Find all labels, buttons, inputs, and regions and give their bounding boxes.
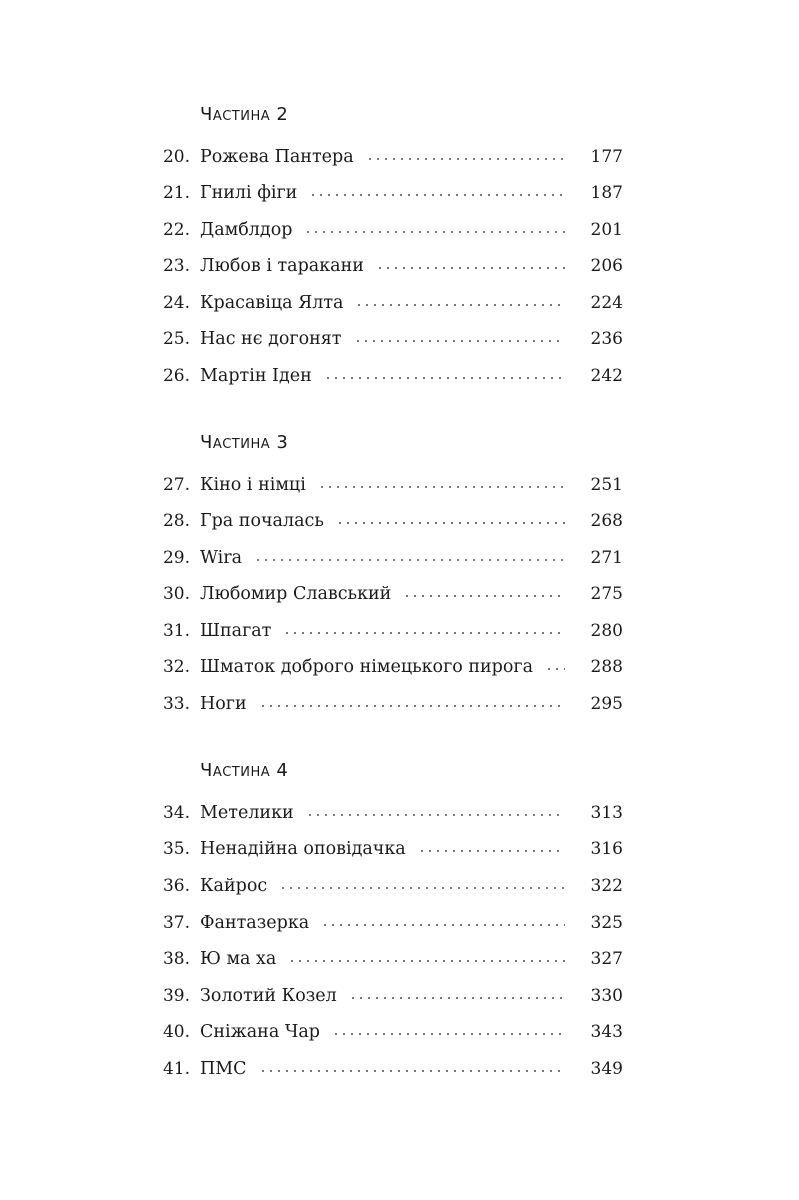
dot-leader <box>366 158 565 160</box>
chapter-number: 37. <box>162 913 190 933</box>
dot-leader <box>259 1070 565 1072</box>
chapter-number: 28. <box>162 511 190 531</box>
page-number: 313 <box>590 803 623 823</box>
page-number: 268 <box>590 511 623 531</box>
toc-entry[interactable] <box>0 871 799 901</box>
page-number: 295 <box>590 694 623 714</box>
chapter-number: 32. <box>162 657 190 677</box>
chapter-number: 38. <box>162 949 190 969</box>
dot-leader <box>259 705 565 707</box>
chapter-number: 34. <box>162 803 190 823</box>
chapter-title: Шпагат <box>200 621 272 641</box>
toc-entry[interactable] <box>0 142 799 172</box>
page-number: 236 <box>590 329 623 349</box>
toc-entry[interactable] <box>0 689 799 719</box>
page-number: 327 <box>590 949 623 969</box>
toc-entry[interactable] <box>0 834 799 864</box>
toc-entry[interactable] <box>0 215 799 245</box>
page-number: 271 <box>590 548 623 568</box>
chapter-number: 30. <box>162 584 190 604</box>
page-number: 177 <box>590 147 623 167</box>
dot-leader <box>354 340 566 342</box>
dot-leader <box>304 231 565 233</box>
page-number: 224 <box>590 293 623 313</box>
dot-leader <box>332 1033 565 1035</box>
chapter-title: Нас нє догонят <box>200 329 342 349</box>
page-number: 349 <box>590 1059 623 1079</box>
dot-leader <box>283 632 565 634</box>
toc-entry[interactable] <box>0 543 799 573</box>
chapter-number: 22. <box>162 220 190 240</box>
chapter-number: 36. <box>162 876 190 896</box>
page-number: 325 <box>590 913 623 933</box>
chapter-number: 31. <box>162 621 190 641</box>
page-number: 275 <box>590 584 623 604</box>
toc-entry[interactable] <box>0 324 799 354</box>
dot-leader <box>324 377 565 379</box>
dot-leader <box>306 814 565 816</box>
chapter-title: Кіно і німці <box>200 475 306 495</box>
chapter-title: Рожева Пантера <box>200 147 354 167</box>
chapter-title: Wira <box>200 548 243 568</box>
chapter-title: Метелики <box>200 803 294 823</box>
chapter-title: Золотий Козел <box>200 986 337 1006</box>
toc-entry[interactable] <box>0 506 799 536</box>
chapter-title: Фантазерка <box>200 913 310 933</box>
chapter-title: ПМС <box>200 1059 247 1079</box>
toc-entry[interactable] <box>0 1054 799 1084</box>
section-heading: Частина 4 <box>200 760 289 781</box>
page-number: 280 <box>590 621 623 641</box>
page-number: 251 <box>590 475 623 495</box>
chapter-title: Любов і таракани <box>200 256 364 276</box>
chapter-title: Мартін Іден <box>200 366 312 386</box>
chapter-number: 41. <box>162 1059 190 1079</box>
chapter-title: Ю ма ха <box>200 949 277 969</box>
toc-entry[interactable] <box>0 361 799 391</box>
section-heading: Частина 2 <box>200 104 289 125</box>
page-number: 330 <box>590 986 623 1006</box>
dot-leader <box>355 304 565 306</box>
toc-entry[interactable] <box>0 908 799 938</box>
toc-entry[interactable] <box>0 981 799 1011</box>
chapter-number: 26. <box>162 366 190 386</box>
dot-leader <box>321 924 565 926</box>
chapter-number: 23. <box>162 256 190 276</box>
chapter-number: 20. <box>162 147 190 167</box>
toc-entry[interactable] <box>0 798 799 828</box>
page-number: 322 <box>590 876 623 896</box>
dot-leader <box>279 887 565 889</box>
dot-leader <box>376 267 565 269</box>
dot-leader <box>403 595 565 597</box>
toc-entry[interactable] <box>0 251 799 281</box>
dot-leader <box>336 522 565 524</box>
section-heading: Частина 3 <box>200 432 289 453</box>
toc-entry[interactable] <box>0 1017 799 1047</box>
chapter-number: 24. <box>162 293 190 313</box>
chapter-number: 21. <box>162 183 190 203</box>
chapter-number: 40. <box>162 1022 190 1042</box>
chapter-title: Сніжана Чар <box>200 1022 321 1042</box>
toc-entry[interactable] <box>0 652 799 682</box>
chapter-title: Красавіца Ялта <box>200 293 344 313</box>
chapter-number: 25. <box>162 329 190 349</box>
toc-entry[interactable] <box>0 616 799 646</box>
chapter-title: Дамблдор <box>200 220 293 240</box>
chapter-number: 33. <box>162 694 190 714</box>
dot-leader <box>318 486 565 488</box>
dot-leader <box>349 997 565 999</box>
page-number: 201 <box>590 220 623 240</box>
dot-leader <box>254 559 565 561</box>
chapter-number: 39. <box>162 986 190 1006</box>
chapter-title: Ноги <box>200 694 247 714</box>
page-number: 316 <box>590 839 623 859</box>
toc-entry[interactable] <box>0 288 799 318</box>
dot-leader <box>309 194 565 196</box>
chapter-number: 29. <box>162 548 190 568</box>
toc-entry[interactable] <box>0 579 799 609</box>
dot-leader <box>545 668 565 670</box>
chapter-title: Гнилі фіги <box>200 183 298 203</box>
toc-entry[interactable] <box>0 178 799 208</box>
page-number: 343 <box>590 1022 623 1042</box>
dot-leader <box>288 960 565 962</box>
toc-entry[interactable] <box>0 470 799 500</box>
toc-entry[interactable] <box>0 944 799 974</box>
page-number: 206 <box>590 256 623 276</box>
chapter-title: Гра почалась <box>200 511 324 531</box>
chapter-number: 27. <box>162 475 190 495</box>
page-number: 242 <box>590 366 623 386</box>
chapter-number: 35. <box>162 839 190 859</box>
page-number: 187 <box>590 183 623 203</box>
page-number: 288 <box>590 657 623 677</box>
chapter-title: Шматок доброго німецького пирога <box>200 657 534 677</box>
chapter-title: Кайрос <box>200 876 268 896</box>
dot-leader <box>418 850 565 852</box>
chapter-title: Любомир Славський <box>200 584 392 604</box>
chapter-title: Ненадійна оповідачка <box>200 839 406 859</box>
